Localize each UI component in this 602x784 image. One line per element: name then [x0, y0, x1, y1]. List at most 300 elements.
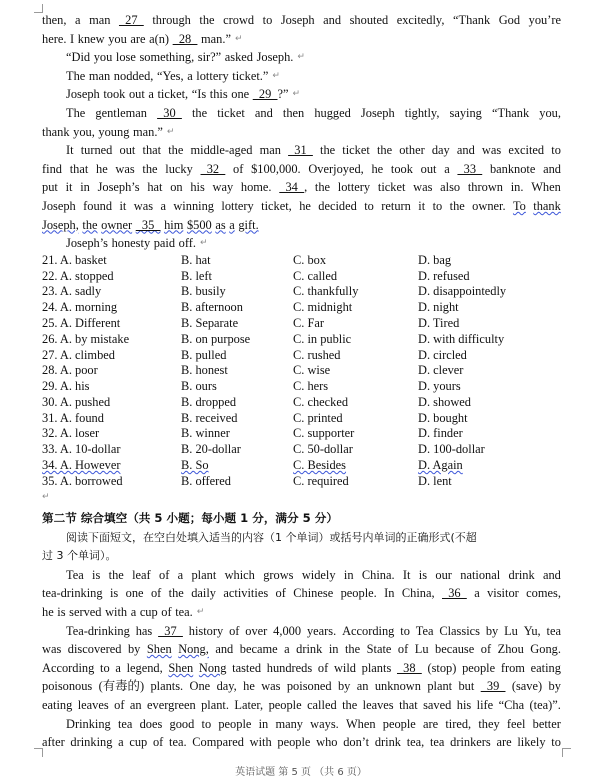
- word: an: [356, 679, 369, 694]
- option-choice: 22. A. stopped: [42, 268, 114, 283]
- word: feel: [506, 716, 526, 731]
- answer-blank: 35: [135, 217, 161, 232]
- answer-blank: 34 ,: [279, 180, 308, 195]
- word: tea: [117, 716, 133, 731]
- passage2-line: [42, 696, 561, 715]
- paragraph-mark: ↵: [297, 52, 305, 63]
- passage2-line: [42, 677, 561, 696]
- word: “Thank: [453, 13, 491, 27]
- word: better: [532, 716, 561, 731]
- option-choice: 24. A. morning: [42, 300, 118, 315]
- option-row: [42, 316, 561, 332]
- word: Joseph.: [256, 50, 294, 65]
- word: was: [481, 143, 502, 158]
- word: that: [69, 161, 89, 176]
- passage2-line: [42, 603, 561, 622]
- word: China,: [401, 586, 435, 601]
- word: plant: [191, 567, 217, 582]
- word: him: [164, 217, 184, 232]
- option-choice: C. supporter: [293, 426, 355, 441]
- word: lottery: [337, 180, 371, 195]
- word: widely: [301, 567, 336, 582]
- word: don’t: [343, 735, 370, 750]
- word: day: [431, 143, 450, 158]
- passage1-line: [42, 234, 561, 253]
- word: Tea: [415, 623, 434, 638]
- word: a(n): [149, 31, 170, 46]
- word: home.: [240, 180, 272, 195]
- word: with: [249, 735, 272, 750]
- word: tea.: [169, 735, 187, 750]
- answer-blank: 30: [157, 105, 182, 120]
- word: leaf: [132, 567, 151, 582]
- word: one: [231, 87, 250, 102]
- word: cup: [129, 735, 148, 750]
- paragraph-mark: ↵: [42, 491, 50, 502]
- word: man: [259, 143, 281, 158]
- word: then: [282, 105, 305, 120]
- option-row: [42, 395, 561, 411]
- word: are: [130, 31, 146, 46]
- passage1-line: [42, 11, 561, 30]
- word: he: [371, 161, 384, 176]
- word: a: [160, 198, 166, 213]
- word: which: [224, 567, 255, 582]
- word: eating: [42, 698, 73, 713]
- word: “Cha: [498, 698, 525, 713]
- word: of: [152, 735, 164, 750]
- word: unknown: [374, 679, 421, 694]
- word: Joseph,: [42, 217, 79, 232]
- word: ticket: [217, 105, 245, 120]
- option-choice: C. checked: [293, 394, 349, 409]
- option-choice: 28. A. poor: [42, 363, 98, 378]
- word: ticket.”: [232, 68, 269, 83]
- word: an: [129, 698, 142, 713]
- word: with: [105, 605, 128, 620]
- option-choice: 29. A. his: [42, 379, 90, 394]
- option-choice: D. bag: [418, 252, 452, 267]
- word: tea: [546, 623, 561, 638]
- option-choice: B. ours: [181, 379, 217, 394]
- option-choice: C. thankfully: [293, 284, 359, 299]
- word: other: [399, 143, 425, 158]
- word: a: [118, 735, 124, 750]
- word: good: [169, 716, 195, 731]
- word: by: [337, 679, 351, 694]
- word: of: [150, 586, 162, 601]
- word: is: [92, 567, 101, 582]
- passage2-line: [42, 622, 561, 641]
- section-instruction-cont: 过 3 个单词）。: [42, 549, 117, 563]
- word: lottery: [221, 198, 254, 213]
- fill-in-passage: [42, 566, 561, 752]
- option-choice: C. rushed: [293, 347, 341, 362]
- word: discovered: [67, 642, 122, 657]
- word: is: [109, 586, 119, 601]
- word: Compared: [192, 735, 244, 750]
- answer-blank: 29 ?”: [252, 87, 289, 102]
- word: it: [65, 180, 73, 195]
- passage1-line: [42, 85, 561, 104]
- word: excited: [508, 143, 545, 158]
- option-choice: C. box: [293, 252, 327, 267]
- option-choice: D. clever: [418, 363, 464, 378]
- word: 4,000: [273, 623, 302, 638]
- option-choice: B. afternoon: [181, 300, 243, 315]
- word: man: [88, 68, 111, 83]
- option-choice: 23. A. sadly: [42, 284, 102, 299]
- word: Nong,: [178, 642, 209, 657]
- option-choice: B. busily: [181, 284, 226, 299]
- paragraph-mark: ↵: [200, 238, 208, 249]
- word: people: [462, 660, 496, 675]
- word: Zhou: [497, 642, 524, 657]
- word: to: [400, 623, 410, 638]
- passage2-line: [42, 584, 561, 603]
- word: middle-aged: [190, 143, 253, 158]
- word: In: [384, 586, 395, 601]
- word: because: [435, 642, 475, 657]
- option-choice: B. on purpose: [181, 331, 251, 346]
- option-choice: B. hat: [181, 252, 211, 267]
- word: honesty: [111, 236, 151, 251]
- word: after: [42, 735, 65, 750]
- word: tea,: [406, 735, 425, 750]
- word: you,: [539, 105, 561, 120]
- word: to: [551, 735, 561, 750]
- word: of: [275, 586, 286, 601]
- word: on: [170, 180, 183, 195]
- word: lose: [115, 50, 136, 65]
- option-choice: D. lent: [418, 473, 452, 488]
- word: in.: [510, 180, 524, 195]
- word: people.: [340, 586, 377, 601]
- answer-blank: 32: [200, 161, 226, 176]
- option-row: [42, 253, 561, 269]
- word: the: [314, 180, 331, 195]
- word: who: [316, 735, 338, 750]
- word: turned: [80, 143, 113, 158]
- word: to: [262, 13, 273, 27]
- answer-blank: 38: [396, 660, 422, 675]
- word: this: [209, 87, 228, 102]
- word: excitedly,: [396, 13, 445, 27]
- option-choice: D. finder: [418, 426, 463, 441]
- word: here.: [42, 31, 67, 46]
- word: to: [432, 198, 443, 213]
- word: Later,: [234, 698, 264, 713]
- word: the: [168, 586, 184, 601]
- word: The: [66, 105, 86, 120]
- word: the: [108, 567, 124, 582]
- word: likely: [517, 735, 546, 750]
- option-choice: 32. A. loser: [42, 426, 100, 441]
- word: you: [108, 31, 127, 46]
- word: but: [458, 679, 475, 694]
- word: history: [188, 623, 224, 638]
- passage2-line: [42, 659, 561, 678]
- word: gentleman: [95, 105, 147, 120]
- word: saved: [423, 698, 452, 713]
- passage1-line: [42, 104, 561, 123]
- word: are: [422, 716, 439, 731]
- word: According: [342, 623, 395, 638]
- word: man: [89, 13, 111, 27]
- word: life: [476, 698, 494, 713]
- word: he: [299, 198, 311, 213]
- word: lottery: [196, 68, 229, 83]
- word: “Is: [191, 87, 207, 102]
- word: Joseph’s: [66, 236, 108, 251]
- word: of: [161, 605, 172, 620]
- option-choice: D. 100-dollar: [418, 442, 485, 457]
- option-choice: D. yours: [418, 379, 461, 394]
- option-row: [42, 284, 561, 300]
- option-choice: B. Separate: [181, 315, 239, 330]
- word: ticket,: [157, 87, 189, 102]
- word: of: [114, 698, 125, 713]
- word: leaves: [77, 698, 109, 713]
- word: Gong.: [530, 642, 561, 657]
- passage1-line: [42, 141, 561, 160]
- word: and: [215, 642, 234, 657]
- word: eating: [530, 660, 561, 675]
- answer-options-table: [42, 253, 561, 490]
- word: national: [460, 567, 501, 582]
- word: you’re: [528, 13, 561, 27]
- option-choice: C. Besides: [293, 458, 347, 473]
- word: evergreen: [147, 698, 196, 713]
- word: decided: [318, 198, 357, 213]
- word: ticket,: [261, 198, 292, 213]
- word: I: [70, 31, 75, 46]
- word: are: [496, 735, 512, 750]
- word: saying: [449, 105, 482, 120]
- option-choice: 31. A. found: [42, 410, 104, 425]
- passage1-line: [42, 30, 561, 49]
- word: find: [42, 161, 62, 176]
- option-choice: D. showed: [418, 394, 471, 409]
- option-choice: 30. A. pushed: [42, 394, 111, 409]
- option-choice: B. winner: [181, 426, 230, 441]
- word: winning: [173, 198, 214, 213]
- paragraph-mark: ↵: [196, 607, 205, 618]
- passage1-line: [42, 48, 561, 67]
- option-choice: D. night: [418, 300, 459, 315]
- option-choice: D. disappointedly: [418, 284, 507, 299]
- word: drink: [508, 567, 535, 582]
- word: a: [130, 605, 137, 620]
- option-choice: 21. A. basket: [42, 252, 107, 267]
- word: he: [42, 605, 54, 620]
- word: was: [413, 180, 433, 195]
- passage1-line: [42, 123, 561, 142]
- page-footer: 英语试题 第 5 页 （共 6 页）: [235, 767, 367, 778]
- word: Shen: [146, 642, 172, 657]
- option-choice: B. 20-dollar: [181, 442, 241, 457]
- word: took: [390, 161, 413, 176]
- word: leaves: [362, 698, 394, 713]
- option-choice: 25. A. Different: [42, 315, 121, 330]
- word: asked: [224, 50, 253, 65]
- option-row: [42, 363, 561, 379]
- word: sir?”: [197, 50, 222, 65]
- word: is: [418, 567, 428, 582]
- word: Lu: [414, 642, 429, 657]
- option-choice: B. So: [181, 458, 209, 473]
- option-choice: D. with difficulty: [418, 331, 505, 346]
- word: “Did: [66, 50, 91, 65]
- passage2-line: [42, 566, 561, 585]
- word: the: [191, 105, 208, 120]
- word: drink: [374, 735, 401, 750]
- word: of: [233, 161, 244, 176]
- word: they: [478, 716, 500, 731]
- passage1-line: [42, 178, 561, 197]
- word: tea-drinking: [42, 586, 103, 601]
- word: the: [344, 642, 361, 657]
- word: shouted: [349, 13, 389, 27]
- word: found: [83, 198, 113, 213]
- word: was: [261, 679, 281, 694]
- word: to: [551, 143, 561, 158]
- word: by: [485, 623, 499, 638]
- word: (stop): [427, 660, 457, 675]
- word: in: [258, 716, 269, 731]
- word: plants.: [150, 679, 184, 694]
- word: ticket: [342, 143, 370, 158]
- option-row: [42, 474, 561, 490]
- word: paid: [153, 236, 176, 251]
- word: and: [254, 105, 273, 120]
- word: young: [98, 124, 130, 139]
- word: tightly,: [404, 105, 440, 120]
- option-choice: 33. A. 10-dollar: [42, 442, 121, 457]
- word: plant.: [201, 698, 229, 713]
- word: drinking: [70, 735, 113, 750]
- word: you: [93, 50, 113, 65]
- word: the: [199, 13, 215, 27]
- word: out: [420, 161, 437, 176]
- word: poisoned: [286, 679, 332, 694]
- word: the: [449, 198, 465, 213]
- word: One: [189, 679, 211, 694]
- word: (tea)”.: [529, 698, 561, 713]
- word: gift.: [238, 217, 259, 232]
- answer-blank: 33: [457, 161, 483, 176]
- word: The: [66, 68, 86, 83]
- word: people: [382, 716, 416, 731]
- word: people: [268, 698, 302, 713]
- page-content: [42, 11, 561, 752]
- option-row: [42, 411, 561, 427]
- word: Joseph’s: [97, 180, 140, 195]
- word: to: [201, 716, 212, 731]
- word: and: [456, 143, 475, 158]
- word: took: [103, 87, 126, 102]
- word: Joseph: [42, 198, 76, 213]
- word: thank: [42, 124, 70, 139]
- option-choice: C. Far: [293, 315, 324, 330]
- word: man.”: [201, 31, 231, 46]
- word: visitor: [487, 586, 519, 601]
- word: return: [381, 198, 411, 213]
- option-choice: C. in public: [293, 331, 352, 346]
- word: in: [80, 180, 90, 195]
- word: cup: [139, 605, 158, 620]
- word: in: [328, 642, 339, 657]
- answer-blank: 39: [480, 679, 506, 694]
- option-choice: B. offered: [181, 473, 232, 488]
- word: and: [543, 161, 561, 176]
- word: also: [440, 180, 461, 195]
- word: a: [75, 13, 81, 27]
- margin-corner-mark: [562, 748, 571, 757]
- word: a: [444, 161, 450, 176]
- word: the: [168, 143, 184, 158]
- paragraph-mark: ↵: [272, 70, 280, 81]
- word: According: [42, 660, 95, 675]
- word: many: [275, 716, 303, 731]
- word: it: [418, 198, 426, 213]
- word: of: [317, 660, 329, 675]
- word: hat: [147, 180, 163, 195]
- word: To: [512, 198, 526, 213]
- section-title: 第二节 综合填空（共 5 小题；每小题 1 分，满分 5 分）: [42, 510, 338, 525]
- word: daily: [191, 586, 216, 601]
- option-row: [42, 300, 561, 316]
- word: that: [142, 143, 162, 158]
- word: lucky: [165, 161, 193, 176]
- word: tea.: [175, 605, 193, 620]
- word: and: [542, 567, 561, 582]
- word: the: [320, 143, 336, 158]
- answer-blank: 37: [158, 623, 183, 638]
- word: knew: [77, 31, 105, 46]
- word: his: [456, 698, 472, 713]
- word: the: [82, 217, 98, 232]
- word: Yu,: [523, 623, 541, 638]
- option-row: [42, 426, 561, 442]
- option-row: [42, 442, 561, 458]
- word: It: [66, 143, 74, 158]
- word: $100,000.: [251, 161, 301, 176]
- word: (save): [511, 679, 543, 694]
- word: people: [277, 735, 311, 750]
- word: a: [148, 87, 154, 102]
- option-choice: D. Tired: [418, 315, 460, 330]
- word: out: [119, 143, 136, 158]
- answer-blank: 27: [118, 13, 144, 27]
- word: put: [42, 180, 58, 195]
- option-row: [42, 379, 561, 395]
- word: thank: [533, 198, 561, 213]
- word: activities: [223, 586, 269, 601]
- word: a: [115, 660, 121, 675]
- option-choice: 27. A. climbed: [42, 347, 115, 362]
- passage1-line: [42, 216, 561, 235]
- word: something,: [139, 50, 195, 65]
- answer-blank: 36: [442, 586, 467, 601]
- word: banknote: [489, 161, 536, 176]
- word: is: [57, 605, 66, 620]
- word: thrown: [467, 180, 503, 195]
- option-choice: D. refused: [418, 268, 470, 283]
- word: Drinking: [66, 716, 111, 731]
- word: When: [531, 180, 561, 195]
- option-row: [42, 269, 561, 285]
